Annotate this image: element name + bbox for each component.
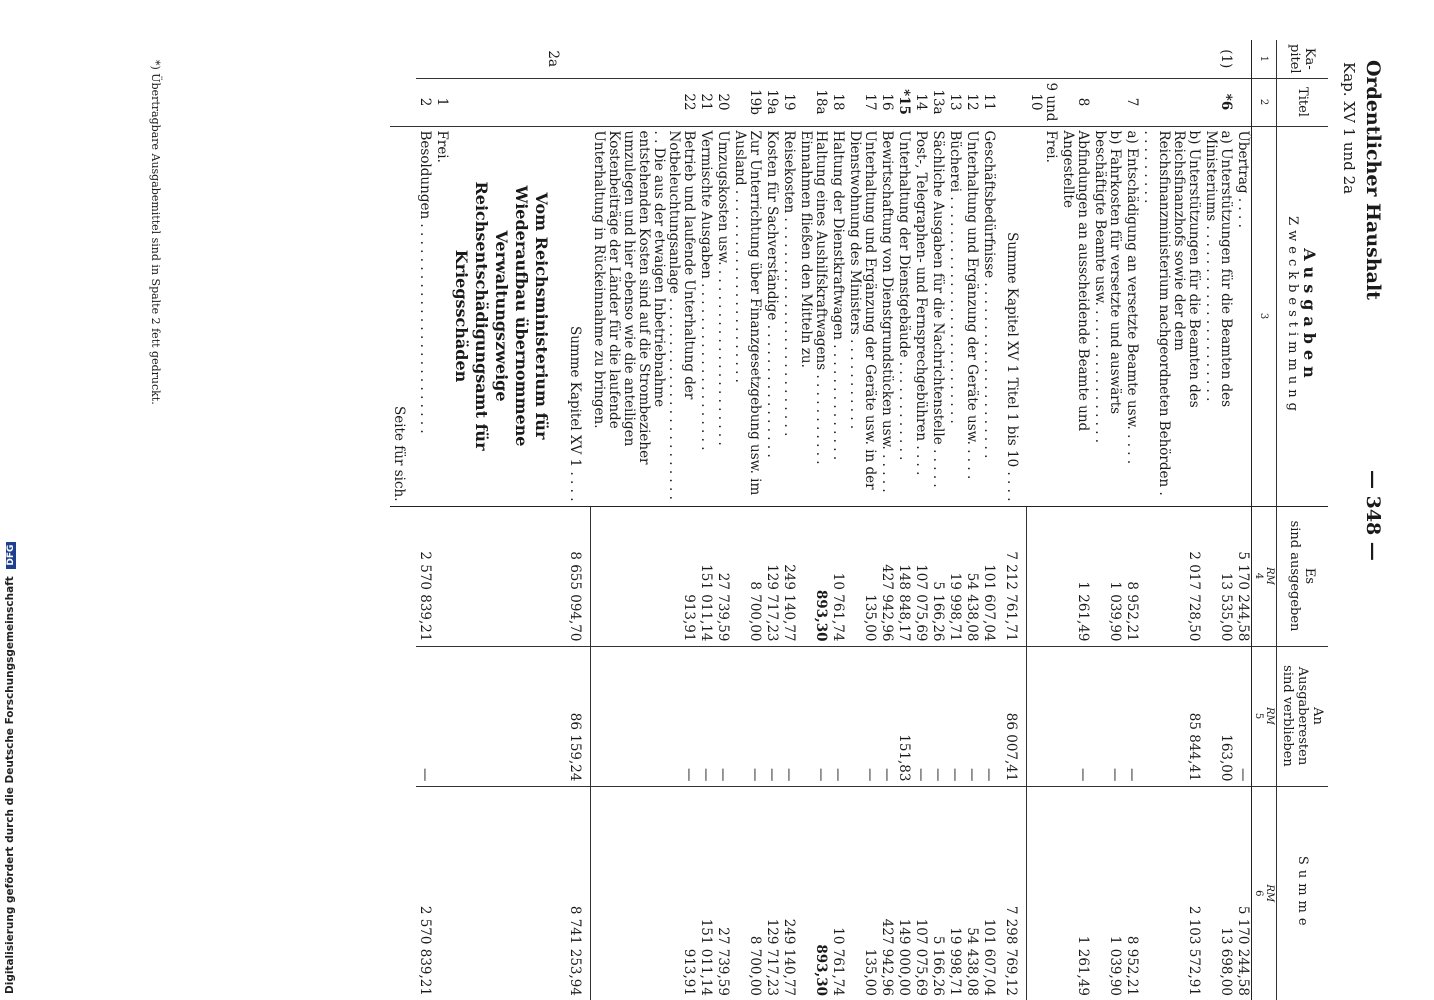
kapitel-cell (698, 40, 715, 78)
spent-amount: 8 700,00 (732, 506, 764, 646)
table-row (879, 40, 896, 1000)
titel-cell: 13 (947, 78, 964, 126)
titel-cell: 14 (913, 78, 930, 126)
total-amount: 249 140,77 (781, 786, 798, 1000)
total-amount: 913,91 (591, 786, 698, 1000)
sum-row (998, 40, 1028, 1000)
total-amount: 8 741 253,94 (561, 786, 591, 1000)
unit-rm: RM (1264, 707, 1275, 725)
header-zweckbestimmung: Zweckbestimmung (1285, 216, 1301, 416)
kapitel-cell (416, 40, 433, 78)
total-amount: 10 761,74 (830, 786, 847, 1000)
budget-table (390, 40, 1328, 1000)
description-cell: Summe Kapitel XV 1 Titel 1 bis 10 . . . . (998, 126, 1028, 506)
table-row (981, 40, 998, 1000)
kapitel-cell (561, 40, 591, 78)
kapitel-cell (913, 40, 930, 78)
kapitel-cell (1027, 40, 1059, 78)
kapitel-cell (781, 40, 798, 78)
colnum-6-label: 6 (1253, 890, 1264, 897)
description-cell: Unterhaltung und Ergänzung der Geräte usw. . . . . (964, 126, 981, 506)
titel-cell: 19a (764, 78, 781, 126)
description-cell: Unterhaltung der Dienstgebäude . . . . . . . . . . . . (896, 126, 913, 506)
footnote: *) Übertragbare Ausgabemittel sind in Spalte 2 fett gedruckt. (149, 60, 162, 405)
description-cell: Bewirtschaftung von Dienstgrundstücken usw. . . . . . (879, 126, 896, 506)
description-cell: Übertrag . . . . (1234, 126, 1252, 506)
spent-amount: 8 655 094,70 (561, 506, 591, 646)
kapitel-cell (764, 40, 781, 78)
total-amount: 19 998,71 (947, 786, 964, 1000)
titel-cell: *15 (896, 78, 913, 126)
table-row (947, 40, 964, 1000)
total-amount: 2 570 839,21 (416, 786, 433, 1000)
total-amount: 54 438,08 (964, 786, 981, 1000)
remaining-amount: — (830, 646, 847, 786)
description-cell: Summe Kapitel XV 1 . . . . (561, 126, 591, 506)
remaining-amount: — (798, 646, 830, 786)
total-amount: 129 717,23 (764, 786, 781, 1000)
kapitel-cell (879, 40, 896, 78)
spent-amount: 135,00 (847, 506, 879, 646)
spent-amount: 129 717,23 (764, 506, 781, 646)
table-row (715, 40, 732, 1000)
table-row (930, 40, 947, 1000)
remaining-amount: — (1123, 646, 1140, 786)
kapitel-cell (732, 40, 764, 78)
header-verblieben: An Ausgaberesten sind verblieben (1277, 646, 1329, 786)
titel-cell (450, 78, 561, 126)
titel-cell (1091, 78, 1123, 126)
colnum-6 (1252, 786, 1277, 1000)
total-amount (433, 786, 450, 1000)
table-row (764, 40, 781, 1000)
kapitel-cell (998, 40, 1028, 78)
titel-cell: 18a (798, 78, 830, 126)
remaining-amount: — (715, 646, 732, 786)
kapitel-cell (947, 40, 964, 78)
remaining-amount: — (913, 646, 930, 786)
description-cell: Haltung der Dienstkraftwagen . . . . . . . . . . . . . . (830, 126, 847, 506)
remaining-amount: 86 159,24 (561, 646, 591, 786)
total-amount: 27 739,59 (715, 786, 732, 1000)
titel-cell: 2 (416, 78, 433, 126)
remaining-amount: — (1091, 646, 1123, 786)
remaining-amount: — (416, 646, 433, 786)
titel-cell: 19 (781, 78, 798, 126)
remaining-amount: 85 844,41 (1140, 646, 1202, 786)
description-cell: Betrieb und laufende Unterhaltung der Notbeleuchtungsanlage . . . . . . . . . . . . . . . . . . . . . . . . . . Die aus der etwaigen Inbetriebnahme entstehenden Kosten sind auf die Strombezieher umzulegen und hier ebenso wie die anteiligen Kostenbeiträge der Länder für die laufende Unterhaltung in Rückeinnahme zu bringen. (591, 126, 698, 506)
table-row (591, 40, 698, 1000)
chapter-reference: Kap. XV 1 und 2a (1340, 62, 1358, 195)
total-amount: 8 952,21 (1123, 786, 1140, 1000)
remaining-amount: 151,83 (896, 646, 913, 786)
kapitel-cell: 2a (545, 50, 561, 68)
total-amount: 107 075,69 (913, 786, 930, 1000)
total-amount: 2 103 572,91 (1140, 786, 1202, 1000)
table-row (1234, 40, 1252, 1000)
spent-amount: 893,30 (798, 506, 830, 646)
kapitel-cell (1123, 40, 1140, 78)
spent-amount: 19 998,71 (947, 506, 964, 646)
spent-amount: 2 570 839,21 (416, 506, 433, 646)
remaining-amount: — (1059, 646, 1091, 786)
kapitel-cell (896, 40, 913, 78)
remaining-amount: — (879, 646, 896, 786)
spent-amount: 5 170 244,58 (1234, 506, 1252, 646)
table-row (1091, 40, 1123, 1000)
kapitel-cell (1234, 40, 1252, 78)
table-row (896, 40, 913, 1000)
spent-amount: 2 017 728,50 (1140, 506, 1202, 646)
blank-cell (390, 40, 416, 126)
remaining-amount (450, 646, 561, 786)
kapitel-cell (798, 40, 830, 78)
kapitel-cell (433, 40, 450, 78)
carry-note: Seite für sich. (390, 126, 416, 506)
spent-amount: 107 075,69 (913, 506, 930, 646)
remaining-amount (433, 646, 450, 786)
section-heading-row (450, 40, 561, 1000)
titel-cell (1234, 78, 1252, 126)
spent-amount: 151 011,14 (698, 506, 715, 646)
titel-cell: 12 (964, 78, 981, 126)
description-cell: Bücherei . . . . . . . . . . . . . . . . . . . . . . . . . . . (947, 126, 964, 506)
remaining-amount: — (1234, 646, 1252, 786)
digitization-credit (4, 0, 18, 994)
budget-rows (390, 40, 1252, 1000)
running-title: Ordentlicher Haushalt (1362, 60, 1384, 300)
description-cell: Umzugskosten usw. . . . . . . . . . . . . . . . . . . . . . (715, 126, 732, 506)
kapitel-cell (591, 40, 698, 78)
description-cell: Geschäftsbedürfnisse . . . . . . . . . . . . . . . . . . . . . (981, 126, 998, 506)
total-amount: 8 700,00 (732, 786, 764, 1000)
spent-amount: 148 848,17 (896, 506, 913, 646)
description-cell: a) Entschädigung an versetzte Beamte usw. . . . . (1123, 126, 1140, 506)
titel-cell: 8 (1059, 78, 1091, 126)
remaining-amount: — (930, 646, 947, 786)
titel-cell: 22 (591, 78, 698, 126)
titel-cell: 7 (1123, 78, 1140, 126)
total-amount: 149 000,00 (896, 786, 913, 1000)
remaining-amount: — (981, 646, 998, 786)
description-cell: Frei. (433, 126, 450, 506)
spent-amount: 10 761,74 (830, 506, 847, 646)
table-row (1027, 40, 1059, 1000)
description-cell: b) Unterstützungen für die Beamten des Reichsfinanzhofs sowie der dem Reichsfinanzministerium nachgeordneten Behörden . . . . . . . . . . (1140, 126, 1202, 506)
total-amount: 151 011,14 (698, 786, 715, 1000)
table-row (847, 40, 879, 1000)
header-ausgegeben: Es sind ausgegeben (1277, 506, 1329, 646)
description-cell: Kosten für Sachverständige . . . . . . . . . . . . . . . . (764, 126, 781, 506)
titel-cell: 20 (715, 78, 732, 126)
spent-amount (1027, 506, 1059, 646)
remaining-amount: — (964, 646, 981, 786)
total-amount: 427 942,96 (879, 786, 896, 1000)
blank-cell (390, 506, 416, 1000)
titel-cell: 11 (981, 78, 998, 126)
table-row (433, 40, 450, 1000)
spent-amount: 913,91 (591, 506, 698, 646)
remaining-amount: — (847, 646, 879, 786)
spent-amount: 427 942,96 (879, 506, 896, 646)
unit-rm: RM (1264, 884, 1275, 903)
spent-amount: 1 039,90 (1091, 506, 1123, 646)
remaining-amount: — (591, 646, 698, 786)
rotated-page-content (90, 40, 1390, 1000)
section-heading: Vom Reichsministerium für Wiederaufbau übernommene Verwaltungszweige Reichsentschädigungsamt für Kriegsschäden (450, 126, 561, 506)
titel-cell (1140, 78, 1202, 126)
remaining-amount: 163,00 (1202, 646, 1234, 786)
total-amount: 5 166,26 (930, 786, 947, 1000)
total-amount: 101 607,04 (981, 786, 998, 1000)
titel-cell: *6 (1202, 78, 1234, 126)
table-row (913, 40, 930, 1000)
titel-cell: 13a (930, 78, 947, 126)
description-cell: a) Unterstützungen für die Beamten des Ministeriums . . . . . . . . . . . . . . . . . . . . . (1202, 126, 1234, 506)
titel-cell: 17 (847, 78, 879, 126)
colnum-2: 2 (1252, 78, 1277, 126)
description-cell: Besoldungen . . . . . . . . . . . . . . . . . . . . . . . . . (416, 126, 433, 506)
header-ausgaben-title: Ausgaben (1300, 248, 1320, 384)
page-header (1330, 40, 1390, 1000)
titel-cell: 18 (830, 78, 847, 126)
total-amount: 1 261,49 (1059, 786, 1091, 1000)
description-cell: Vermischte Ausgaben . . . . . . . . . . . . . . . . . . . . (698, 126, 715, 506)
kapitel-cell (964, 40, 981, 78)
spent-amount: 27 739,59 (715, 506, 732, 646)
spent-amount (450, 506, 561, 646)
colnum-4 (1252, 506, 1277, 646)
credit-text: Digitalisierung gefördert durch die Deutsche Forschungsgemeinschaft (4, 576, 16, 994)
kapitel-cell (847, 40, 879, 78)
table-row (798, 40, 830, 1000)
spent-amount: 249 140,77 (781, 506, 798, 646)
titel-cell: 19b (732, 78, 764, 126)
spent-amount: 7 212 761,71 (998, 506, 1028, 646)
description-cell: Post-, Telegraphen- und Fernsprechgebühren . . . . (913, 126, 930, 506)
table-row (698, 40, 715, 1000)
total-amount (1027, 786, 1059, 1000)
description-cell: Zur Unterrichtung über Finanzgesetzgebung usw. im Ausland . . . . . . . . . . . . . . . . . . . . . . . (732, 126, 764, 506)
total-amount: 5 170 244,58 (1234, 786, 1252, 1000)
table-row (1123, 40, 1140, 1000)
kapitel-cell (830, 40, 847, 78)
kapitel-cell (930, 40, 947, 78)
description-cell: Reisekosten . . . . . . . . . . . . . . . . . . . . . . . . . . (781, 126, 798, 506)
colnum-5-label: 5 (1253, 712, 1264, 720)
remaining-amount: — (764, 646, 781, 786)
remaining-amount: — (732, 646, 764, 786)
colnum-1: 1 (1252, 40, 1277, 78)
table-row (1059, 40, 1091, 1000)
remaining-amount: 86 007,41 (998, 646, 1028, 786)
header-titel: Titel (1277, 78, 1329, 126)
description-cell: Abfindungen an ausscheidende Beamte und Angestellte (1059, 126, 1091, 506)
kapitel-cell (1140, 40, 1202, 78)
kapitel-cell (1059, 40, 1091, 78)
description-cell: Haltung eines Aushilfskraftwagens . . . . . . . . . . . Einnahmen fließen den Mitteln zu. (798, 126, 830, 506)
remaining-amount: — (947, 646, 964, 786)
header-summe: Summe (1277, 786, 1329, 1000)
titel-cell (998, 78, 1028, 126)
titel-cell (561, 78, 591, 126)
table-row (830, 40, 847, 1000)
table-row (964, 40, 981, 1000)
header-ausgaben (1277, 126, 1329, 506)
description-cell: Sächliche Ausgaben für die Nachrichtenstelle . . . . . (930, 126, 947, 506)
spent-amount: 5 166,26 (930, 506, 947, 646)
table-row (781, 40, 798, 1000)
description-cell: Frei. (1027, 126, 1059, 506)
remaining-amount: — (698, 646, 715, 786)
spent-amount: 8 952,21 (1123, 506, 1140, 646)
titel-cell: 21 (698, 78, 715, 126)
remaining-amount: — (781, 646, 798, 786)
spent-amount: 54 438,08 (964, 506, 981, 646)
total-amount: 13 698,00 (1202, 786, 1234, 1000)
spent-amount: 13 535,00 (1202, 506, 1234, 646)
total-amount: 135,00 (847, 786, 879, 1000)
titel-cell: 1 (433, 78, 450, 126)
sum-row (561, 40, 591, 1000)
table-row (1140, 40, 1202, 1000)
spent-amount: 1 261,49 (1059, 506, 1091, 646)
description-cell: b) Fahrkosten für versetzte und auswärts beschäftigte Beamte usw. . . . . . . . . . . . . . . . . (1091, 126, 1123, 506)
colnum-3: 3 (1252, 126, 1277, 506)
titel-cell: 9 und 10 (1027, 78, 1059, 126)
description-cell: Unterhaltung und Ergänzung der Geräte usw. in der Dienstwohnung des Ministers . . . . . . . . . . . (847, 126, 879, 506)
spent-amount (433, 506, 450, 646)
carry-note-row (390, 40, 416, 1000)
titel-cell: 16 (879, 78, 896, 126)
colnum-4-label: 4 (1253, 572, 1264, 580)
remaining-amount (1027, 646, 1059, 786)
kapitel-cell (981, 40, 998, 78)
dfg-logo: DFG (6, 542, 16, 569)
unit-rm: RM (1264, 567, 1275, 585)
total-amount: 7 298 769,12 (998, 786, 1028, 1000)
spent-amount: 101 607,04 (981, 506, 998, 646)
colnum-5 (1252, 646, 1277, 786)
table-row (416, 40, 433, 1000)
page-number: — 348 — (1362, 470, 1384, 561)
kapitel-cell (715, 40, 732, 78)
table-row (1202, 40, 1234, 1000)
kapitel-cell: (1) (1218, 49, 1234, 69)
total-amount: 1 039,90 (1091, 786, 1123, 1000)
total-amount (450, 786, 561, 1000)
header-kapitel: Ka- pitel (1277, 40, 1329, 78)
kapitel-cell (1091, 40, 1123, 78)
total-amount: 893,30 (798, 786, 830, 1000)
table-row (732, 40, 764, 1000)
